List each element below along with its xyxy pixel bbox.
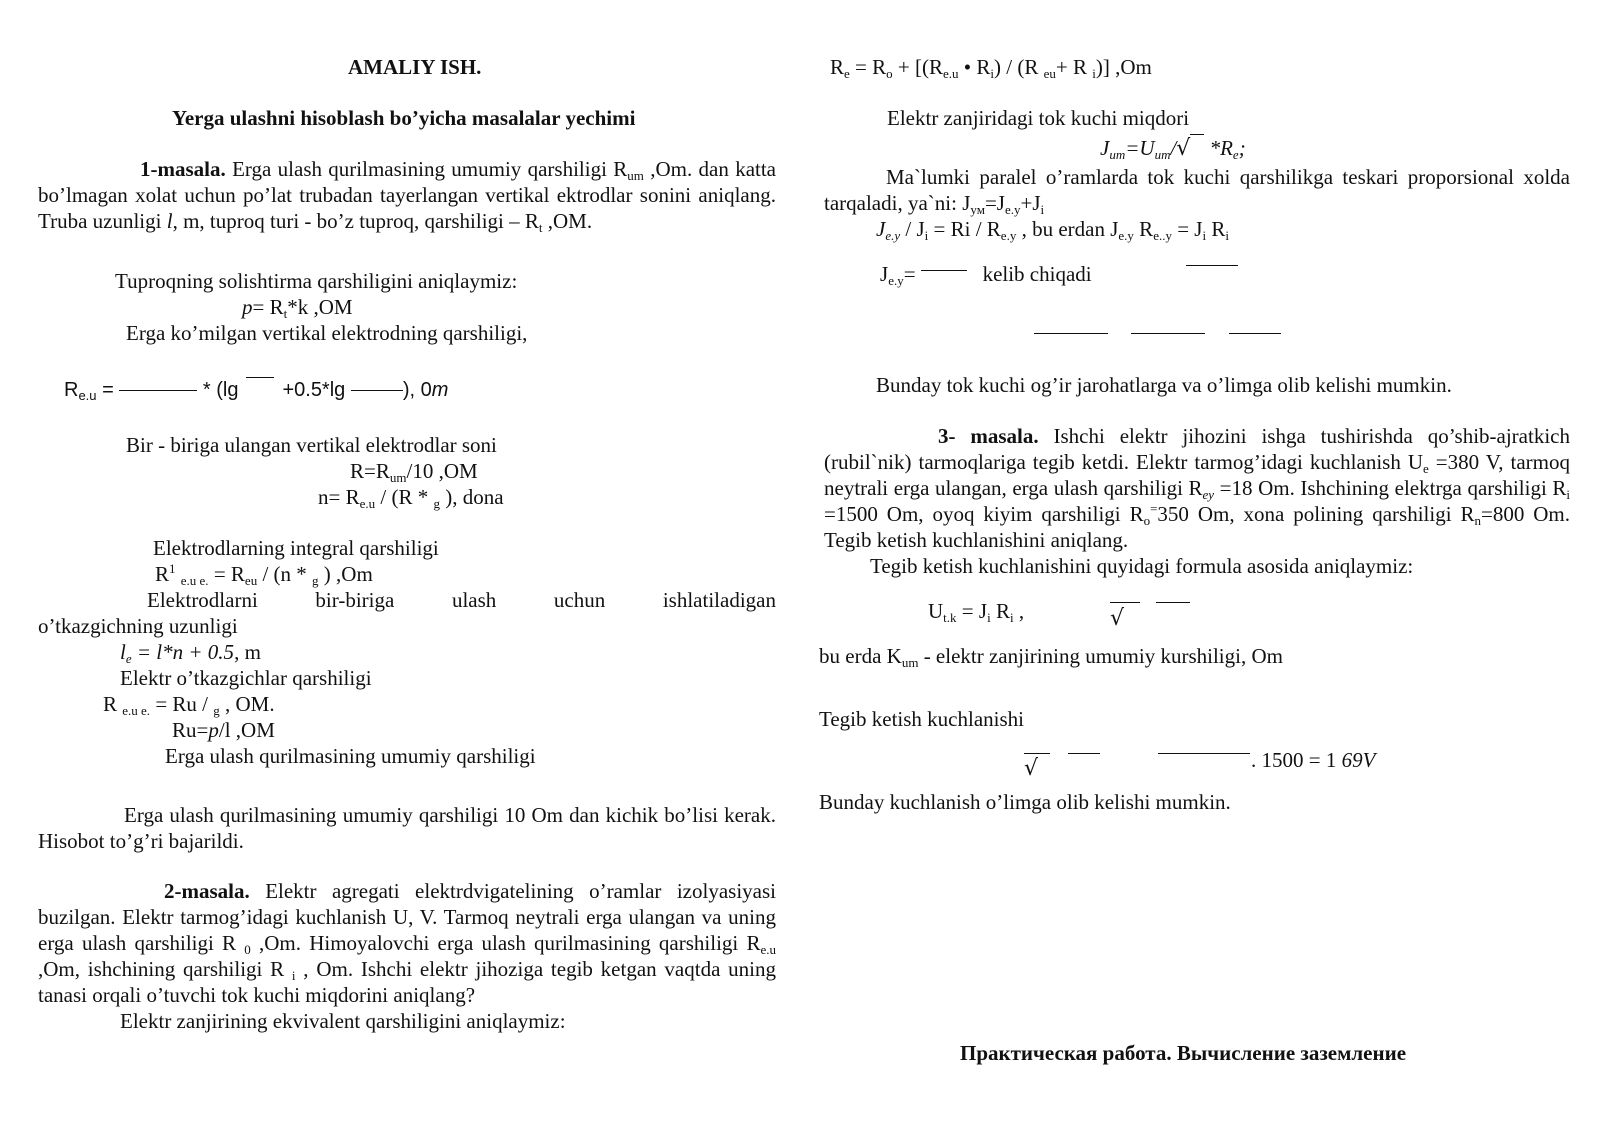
touch-line: Tegib ketish kuchlanishini quyidagi formula asosida aniqlaymiz: — [870, 554, 1414, 578]
footer-title: Практическая работа. Вычисление заземление — [960, 1041, 1407, 1065]
reue-formula: R $_{e.u e.}$ = Ru / $_g$ , OM. — [103, 692, 275, 718]
le-formula: $l_e = l*n + 0.5$, m — [120, 640, 261, 666]
vertical-line: Erga ko’milgan vertikal elektrodning qarshiligi, — [126, 321, 528, 345]
soil-line: Tuproqning solishtirma qarshiligini aniqlaymiz: — [115, 269, 518, 293]
task1-paragraph: 1-masala. Erga ulash qurilmasining umumiy qarshiligi $R_{um}$ ,Om. dan katta bo’lmagan xolat uchun po’lat trubadan tayerlangan vertikal ektrodlar sonini aniqlang. Truba uzunligi l, m, tuproq turi - bo’z tuproq, qarshiligi – $R_t$ ,OM. — [38, 157, 777, 235]
result-formula: . 1500 = 1 69V — [1251, 748, 1376, 772]
wire-line-2: o’tkazgichning uzunligi — [38, 614, 238, 638]
conclusion-paragraph: Erga ulash qurilmasining umumiy qarshiligi 10 Om dan kichik bo’lisi kerak. Hisobot to’g’ri bajarildi. — [38, 803, 776, 853]
integral-line: Elektrodlarning integral qarshiligi — [153, 536, 439, 560]
sqrt-icon: √ — [1024, 756, 1039, 781]
r1-formula: $R^1$ $_{e.u e.} = R_{eu} / (n * _g$ ) ,Om — [155, 561, 373, 588]
jey-formula: $J_{e.y}=$ kelib chiqadi — [880, 262, 1092, 288]
count-line: Bir - biriga ulangan vertikal elektrodlar soni — [126, 433, 497, 457]
rho-formula: $p= R_t*k$ ,OM — [242, 295, 353, 321]
task2-paragraph: 2-masala. Elektr agregati elektrdvigatelining o’ramlar izolyasiyasi buzilgan. Elektr tarmog’idagi kuchlanish U, V. Tarmoq neytrali erga ulangan va uning erga ulash qarshiligi R $_0$ ,Om. Himoyalovchi erga ulash qurilmasining qarshiligi $R_{e.u}$ ,Om, ishchining qarshiligi R $_i$ , Om. Ishchi elektr jihoziga tegib ketgan vaqtda uning tanasi orqali o’tuvchi tok kuchi miqdorini aniqlang? — [38, 879, 777, 1007]
page-subtitle: Yerga ulashni hisoblash bo’yicha masalalar yechimi — [172, 106, 636, 130]
page-title: AMALIY ISH. — [348, 55, 482, 79]
reu-formula: $R_{e.u}$ = * (lg +0.5*lg ), 0m — [64, 379, 449, 403]
ratio-formula: $J_{e.y} / J_i = Ri / R_{e.y}$ , bu erdan $J_{e.y}$ $R_{e..y} = J_i$ $R_i$ — [876, 217, 1229, 243]
current-line: Elektr zanjiridagi tok kuchi miqdori — [887, 106, 1190, 130]
sqrt-icon: √ — [1176, 136, 1191, 161]
death-line: Bunday kuchlanish o’limga olib kelishi mumkin. — [819, 790, 1231, 814]
conductor-line: Elektr o’tkazgichlar qarshiligi — [120, 666, 372, 690]
fraction-line — [1186, 265, 1238, 266]
utk-formula: $U_{t.k} = J_i$ $R_i$ , — [928, 599, 1025, 625]
equiv-line: Elektr zanjirining ekvivalent qarshiligini aniqlaymiz: — [120, 1009, 566, 1033]
fraction-line — [1110, 602, 1140, 603]
fraction-line — [1229, 333, 1281, 334]
fraction-line — [1024, 753, 1050, 754]
wire-line: Elektrodlarni bir-biriga ulash uchun ishlatiladigan — [147, 588, 776, 612]
fraction-line — [1156, 602, 1190, 603]
n-formula: $n= R_{e.u} / (R * _g$ ), dona — [318, 485, 504, 511]
danger-line: Bunday tok kuchi og’ir jarohatlarga va o’limga olib kelishi mumkin. — [876, 373, 1452, 397]
total-line: Erga ulash qurilmasining umumiy qarshiligi — [165, 744, 536, 768]
parallel-paragraph: Ma`lumki paralel o’ramlarda tok kuchi qarshilikga teskari proporsional xolda tarqaladi, ya`ni: $J_{ум}=J_{e.y}+J_i$ — [824, 165, 1570, 217]
fraction-line — [1158, 753, 1250, 754]
fraction-line — [1034, 333, 1108, 334]
r-formula: $R=R_{um}/10$ ,OM — [350, 459, 478, 485]
task3-paragraph: 3- masala. Ishchi elektr jihozini ishga tushirishda qo’shib-ajratkich (rubil`nik) tarmoqlariga tegib ketdi. Elektr tarmog’idagi kuchlanish $U_e =380$ V, tarmoq neytrali erga ulangan, erga ulash qarshiligi $R_{ey} =18$ Om. Ishchining elektrga qarshiligi $R_i =1500$ Om, oyoq kiyim qarshiligi $R_o^=350$ Om, xona polining qarshiligi $R_n=800$ Om. Tegib ketish kuchlanishini aniqlang. — [824, 424, 1571, 552]
sqrt-icon: √ — [1110, 606, 1125, 631]
touch-voltage-label: Tegib ketish kuchlanishi — [819, 707, 1024, 731]
kum-line: bu erda $K_{um}$ - elektr zanjirining umumiy kurshiligi, Om — [819, 644, 1283, 670]
ru-formula: Ru=p/l ,OM — [172, 718, 275, 742]
fraction-line — [1131, 333, 1205, 334]
jum-formula: $J_{um}=U_{um}/√$ $*R_e$; — [1100, 136, 1246, 162]
re-formula: $R_e = R_o + [(R_{e.u}$ • $R_i) / (R$ $_{eu}$+ R $_i$)] ,Om — [830, 55, 1152, 81]
fraction-line — [1068, 753, 1100, 754]
